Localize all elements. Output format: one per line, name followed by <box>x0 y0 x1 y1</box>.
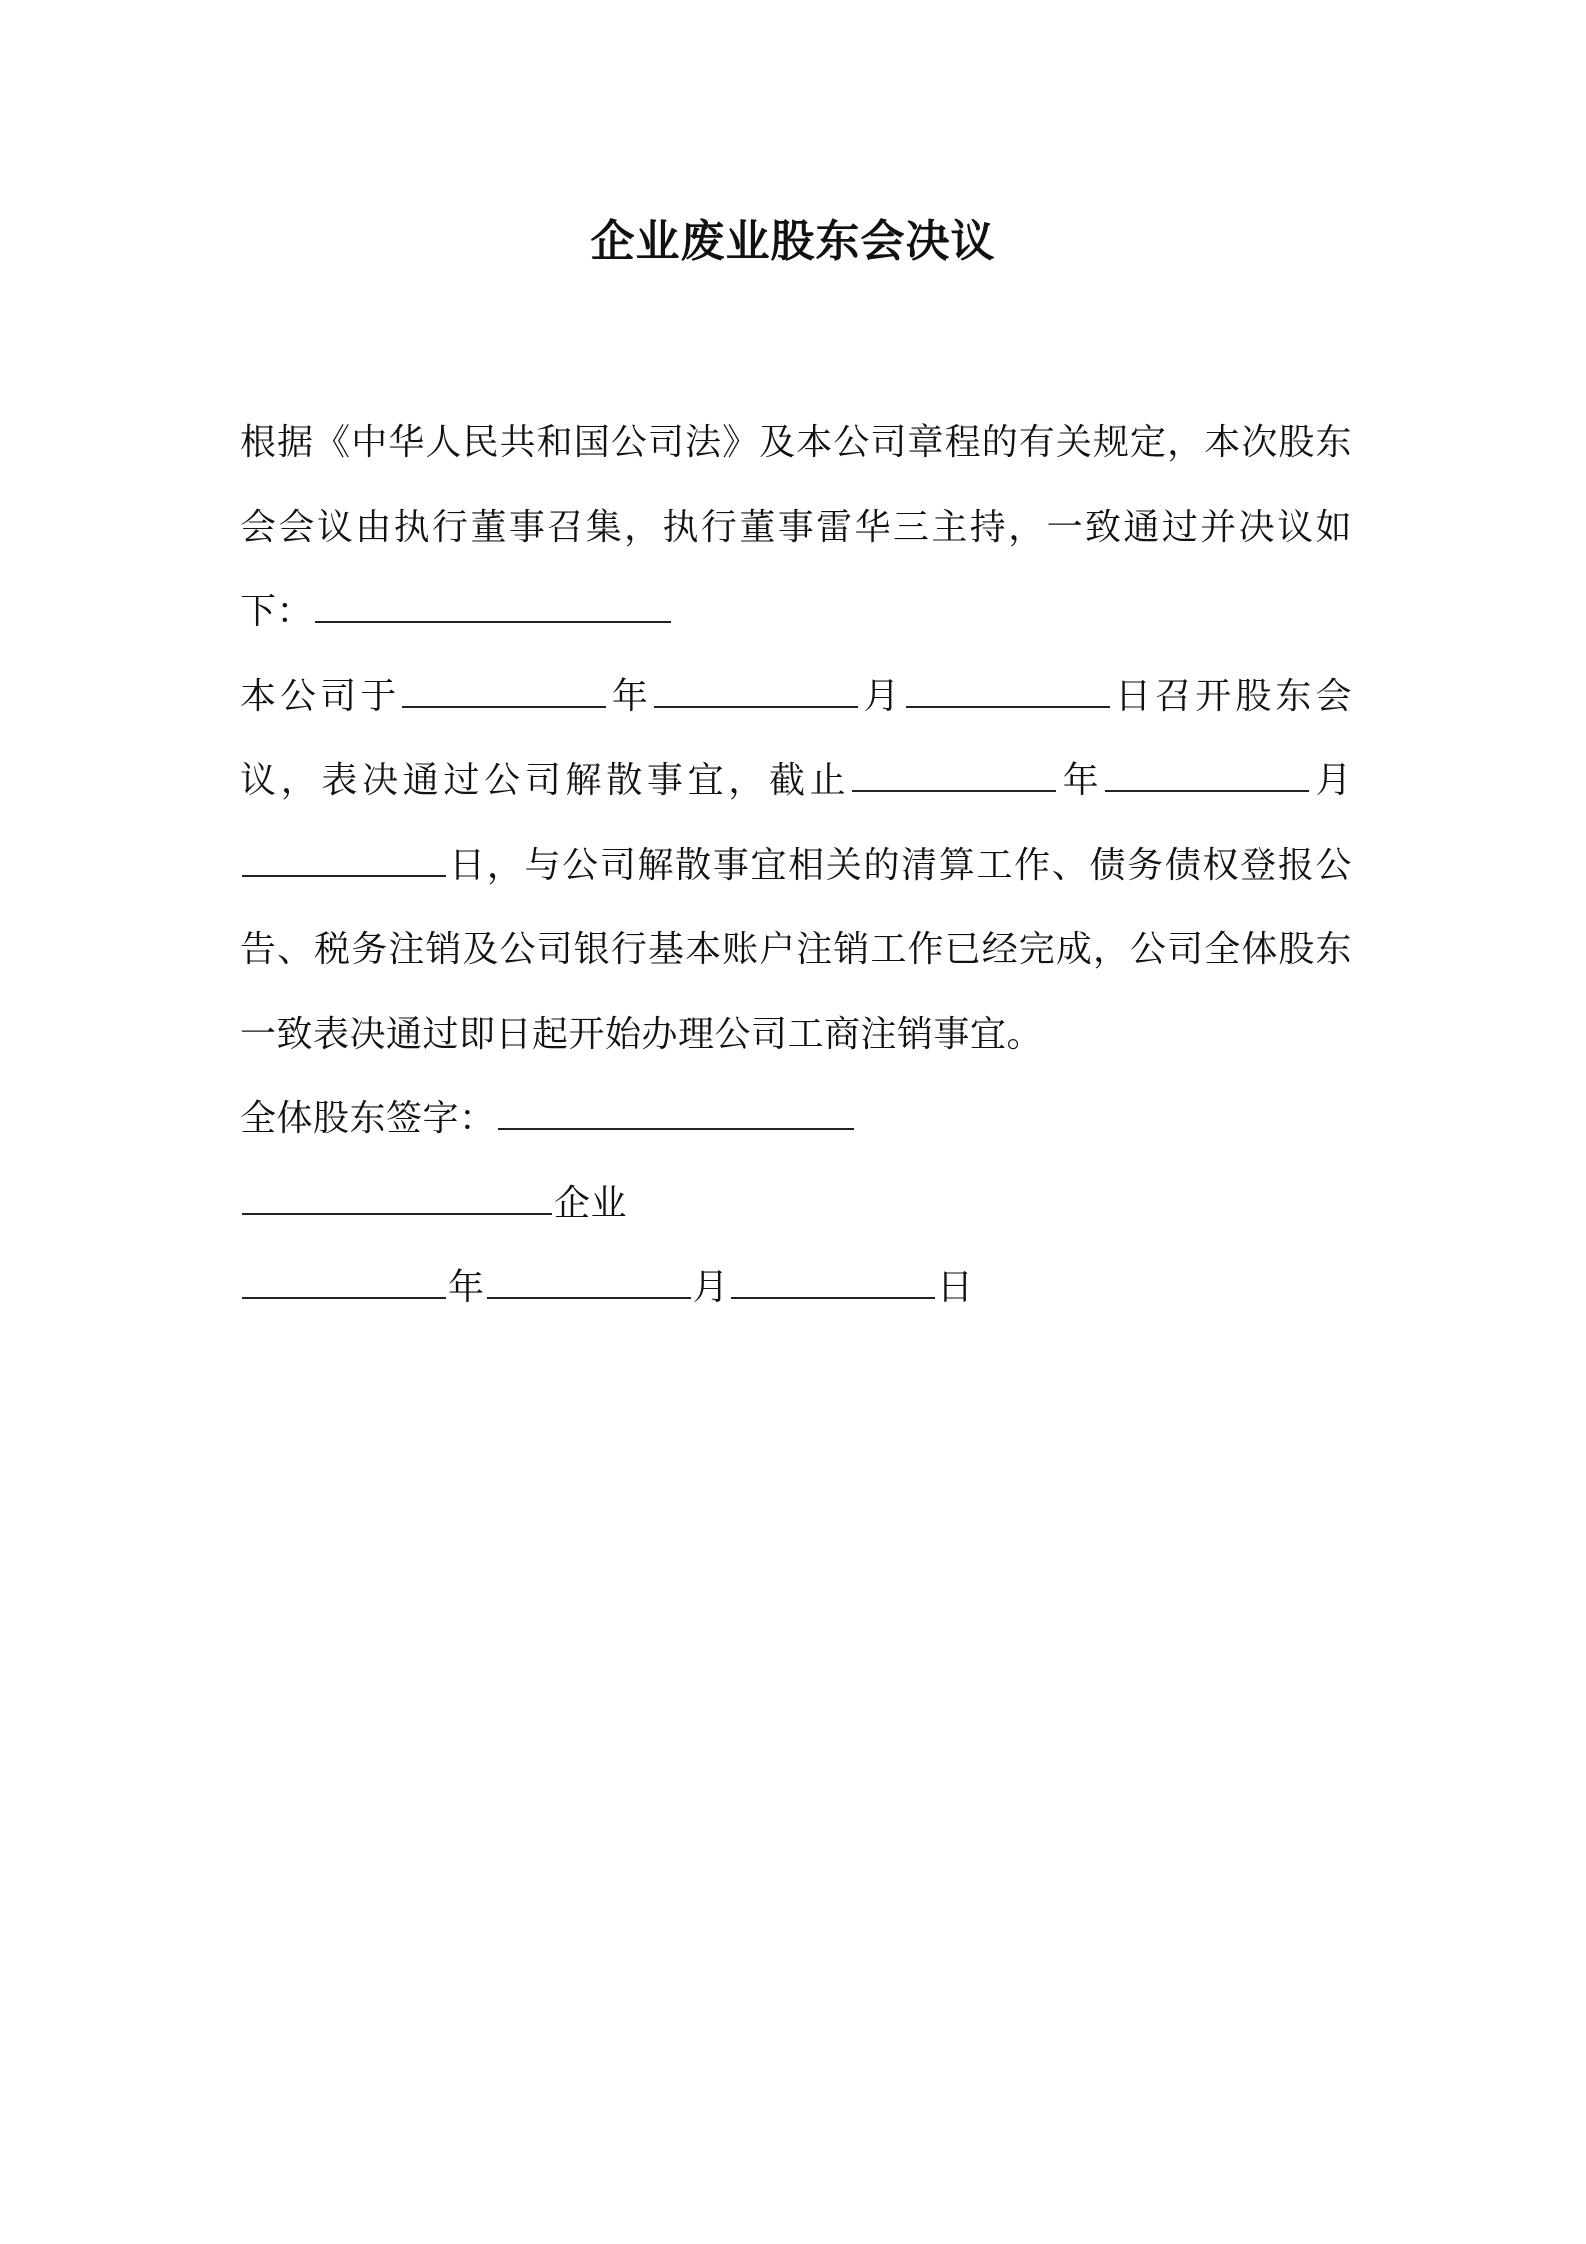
deadline-year-label: 年 <box>1058 760 1104 801</box>
resolution-text-2: 日召开股东会议，表决通过公司解散事宜，截止 <box>240 675 1352 801</box>
meeting-month-blank[interactable] <box>654 676 858 708</box>
document-body <box>240 401 1352 1331</box>
sign-day-blank[interactable] <box>731 1267 935 1299</box>
company-name-blank[interactable] <box>242 1183 552 1215</box>
resolution-content-blank[interactable] <box>315 591 671 623</box>
meeting-year-label: 年 <box>608 675 652 717</box>
deadline-day-blank[interactable] <box>242 845 446 877</box>
sign-day-label: 日 <box>937 1267 974 1308</box>
resolution-paragraph <box>240 655 1352 1078</box>
intro-text: 根据《中华人民共和国公司法》及本公司章程的有关规定，本次股东会会议由执行董事召集，执行董事雷华三主持，一致通过并决议如下： <box>240 422 1352 632</box>
resolution-text-3: 日，与公司解散事宜相关的清算工作、债务债权登报公告、税务注销及公司银行基本账户注销工作已经完成，公司全体股东一致表决通过即日起开始办理公司工商注销事宜。 <box>240 844 1352 1055</box>
deadline-month-label: 月 <box>1311 760 1352 801</box>
deadline-year-blank[interactable] <box>852 760 1056 792</box>
date-line <box>240 1246 1352 1331</box>
meeting-month-label: 月 <box>859 675 904 717</box>
intro-paragraph <box>240 401 1352 655</box>
meeting-year-blank[interactable] <box>402 676 606 708</box>
deadline-month-blank[interactable] <box>1105 760 1309 792</box>
sign-year-blank[interactable] <box>242 1267 446 1299</box>
sign-month-blank[interactable] <box>487 1267 691 1299</box>
shareholder-signature-blank[interactable] <box>498 1098 854 1130</box>
sign-year-label: 年 <box>448 1267 485 1308</box>
sign-month-label: 月 <box>692 1267 730 1308</box>
resolution-text-1: 本公司于 <box>240 675 401 717</box>
company-line <box>240 1162 1352 1247</box>
signature-line <box>240 1077 1352 1162</box>
document-title: 企业废业股东会决议 <box>590 216 996 267</box>
signature-label: 全体股东签字： <box>240 1098 496 1139</box>
meeting-day-blank[interactable] <box>906 676 1110 708</box>
company-suffix: 企业 <box>554 1182 628 1224</box>
